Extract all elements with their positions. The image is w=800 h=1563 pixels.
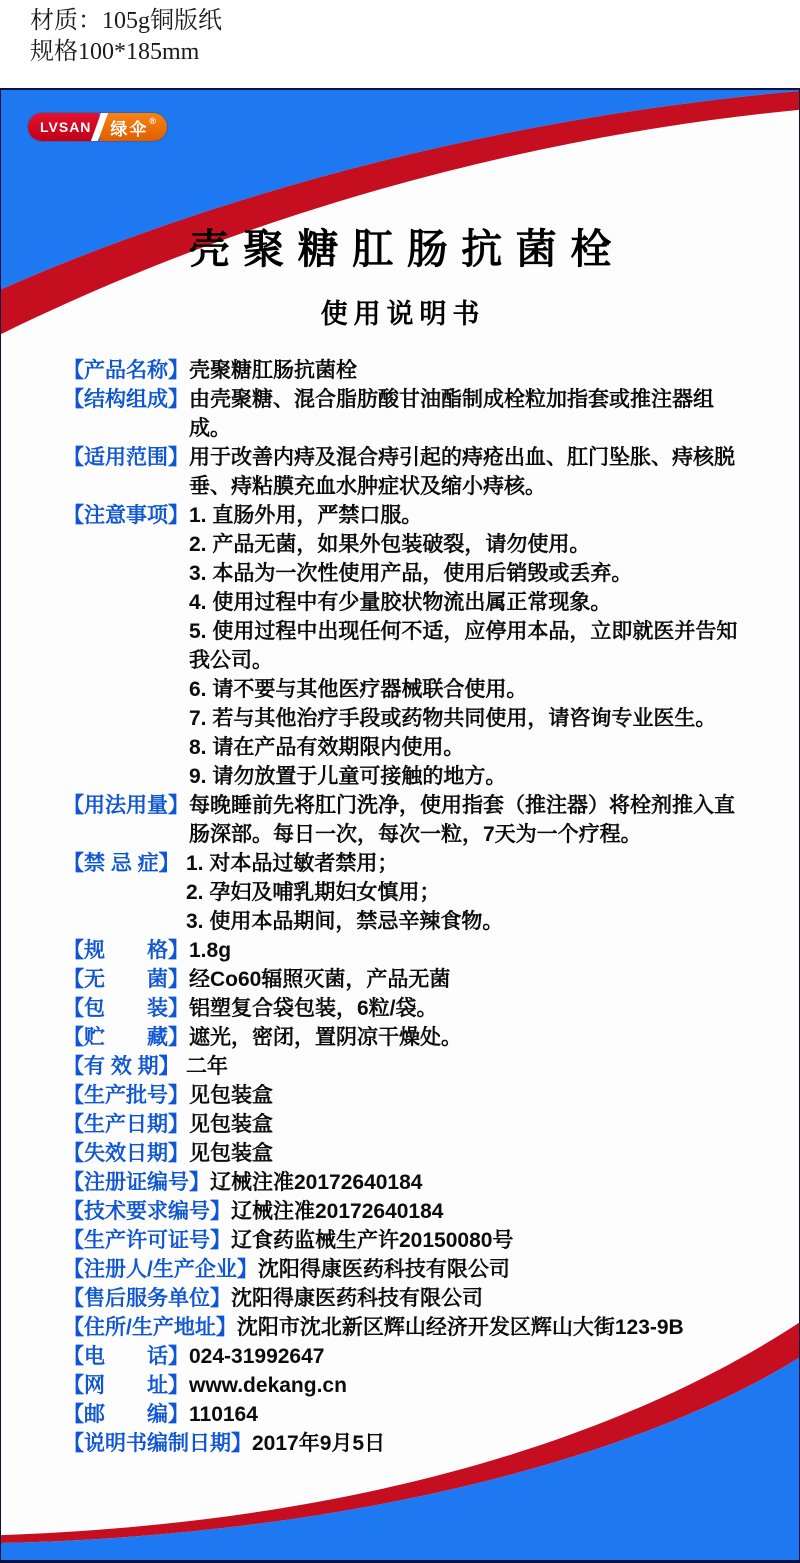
field-line: 2017年9月5日	[252, 1432, 386, 1455]
field-label: 【禁 忌 症】	[63, 852, 180, 875]
field-label: 【电 话】	[63, 1345, 189, 1368]
field-value	[189, 791, 761, 849]
field-value	[189, 936, 761, 965]
field-line: 壳聚糖肛肠抗菌栓	[189, 359, 357, 382]
field-label: 【结构组成】	[63, 388, 189, 411]
field-line: 2. 孕妇及哺乳期妇女慎用；	[186, 881, 441, 904]
field-line: 见包装盒	[189, 1142, 273, 1165]
field-row	[63, 1313, 761, 1342]
field-value	[210, 1168, 761, 1197]
field-line: 1. 直肠外用，严禁口服。	[189, 504, 423, 527]
field-line: 024-31992647	[189, 1345, 325, 1368]
field-label: 【产品名称】	[63, 359, 189, 382]
field-label: 【网 址】	[63, 1374, 189, 1397]
field-line: 经Co60辐照灭菌，产品无菌	[189, 968, 451, 991]
logo-chinese-label: 绿伞	[110, 119, 149, 139]
field-row	[63, 1255, 761, 1284]
field-line: 9. 请勿放置于儿童可接触的地方。	[189, 765, 507, 788]
field-value	[231, 1197, 761, 1226]
field-row	[63, 936, 761, 965]
field-label: 【生产批号】	[63, 1084, 189, 1107]
field-line: 沈阳得康医药科技有限公司	[257, 1258, 510, 1281]
field-label: 【适用范围】	[63, 446, 189, 469]
field-line: 遮光，密闭，置阴凉干燥处。	[189, 1026, 462, 1049]
field-label: 【说明书编制日期】	[63, 1432, 252, 1455]
fields-list	[63, 356, 761, 1458]
field-label: 【注册证编号】	[63, 1171, 210, 1194]
field-label: 【包 装】	[63, 997, 189, 1020]
field-row	[63, 1139, 761, 1168]
field-row	[63, 1226, 761, 1255]
field-line: 沈阳得康医药科技有限公司	[231, 1287, 483, 1310]
field-value	[189, 1342, 761, 1371]
field-line: 1. 对本品过敏者禁用；	[186, 852, 399, 875]
field-value	[189, 385, 761, 443]
field-row	[63, 385, 761, 443]
field-label: 【注册人/生产企业】	[63, 1258, 258, 1281]
logo-latin-text: LVSAN	[28, 113, 99, 141]
field-line: 垂、痔粘膜充血水肿症状及缩小痔核。	[189, 475, 546, 498]
field-label: 【注意事项】	[63, 504, 189, 527]
field-value	[258, 1255, 761, 1284]
field-line: 见包装盒	[189, 1113, 273, 1136]
field-line: 沈阳市沈北新区辉山经济开发区辉山大街123-9B	[236, 1316, 684, 1339]
field-line: 二年	[186, 1055, 228, 1078]
field-line: 2. 产品无菌，如果外包装破裂，请勿使用。	[189, 533, 591, 556]
print-spec-header	[0, 0, 800, 88]
field-value	[237, 1313, 761, 1342]
field-value	[189, 1371, 761, 1400]
field-label: 【生产许可证号】	[63, 1229, 231, 1252]
field-row	[63, 1284, 761, 1313]
doc-subtitle: 使用说明书	[320, 299, 486, 329]
field-value	[189, 1400, 761, 1429]
field-row	[63, 791, 761, 849]
field-row	[63, 1110, 761, 1139]
field-value	[189, 501, 761, 791]
field-line: 辽食药监械生产许20150080号	[231, 1229, 514, 1252]
print-spec-material: 材质：105g铜版纸	[30, 8, 222, 34]
field-row	[63, 1197, 761, 1226]
field-label: 【贮 藏】	[63, 1026, 189, 1049]
field-value	[189, 1081, 761, 1110]
field-line: 5. 使用过程中出现任何不适，应停用本品，立即就医并告知	[189, 620, 738, 643]
field-line: 肠深部。每日一次，每次一粒，7天为一个疗程。	[189, 823, 642, 846]
field-label: 【住所/生产地址】	[63, 1316, 237, 1339]
field-value	[189, 443, 761, 501]
product-leaflet-card	[0, 88, 800, 1563]
field-row	[63, 1400, 761, 1429]
field-line: 用于改善内痔及混合痔引起的痔疮出血、肛门坠胀、痔核脱	[189, 446, 735, 469]
field-value	[189, 356, 761, 385]
field-line: 1.8g	[189, 939, 232, 962]
field-line: 成。	[189, 417, 231, 440]
field-line: 8. 请在产品有效期限内使用。	[189, 736, 465, 759]
field-row	[63, 1371, 761, 1400]
field-row	[63, 1168, 761, 1197]
field-line: www.dekang.cn	[189, 1374, 347, 1397]
field-value	[189, 1110, 761, 1139]
field-row	[63, 501, 761, 791]
field-label: 【无 菌】	[63, 968, 189, 991]
field-value	[189, 965, 761, 994]
field-value	[186, 1052, 761, 1081]
field-label: 【有 效 期】	[63, 1055, 180, 1078]
field-line: 由壳聚糖、混合脂肪酸甘油酯制成栓粒加指套或推注器组	[189, 388, 714, 411]
field-row	[63, 1023, 761, 1052]
brand-logo	[28, 113, 167, 141]
registered-trademark-icon: ®	[149, 116, 157, 126]
field-value	[252, 1429, 761, 1458]
field-row	[63, 443, 761, 501]
field-label: 【用法用量】	[63, 794, 189, 817]
field-label: 【技术要求编号】	[63, 1200, 231, 1223]
field-label: 【规 格】	[63, 939, 189, 962]
product-title: 壳聚糖肛肠抗菌栓	[188, 226, 625, 272]
card-content	[1, 90, 799, 1560]
field-line: 110164	[189, 1403, 258, 1426]
field-line: 辽械注准20172640184	[210, 1171, 423, 1194]
field-row	[63, 1342, 761, 1371]
field-row	[63, 1429, 761, 1458]
field-label: 【失效日期】	[63, 1142, 189, 1165]
logo-chinese-text	[100, 113, 167, 141]
field-line: 4. 使用过程中有少量胶状物流出属正常现象。	[189, 591, 612, 614]
field-row	[63, 965, 761, 994]
field-row	[63, 1081, 761, 1110]
field-line: 辽械注准20172640184	[231, 1200, 444, 1223]
field-value	[231, 1226, 761, 1255]
field-label: 【售后服务单位】	[63, 1287, 231, 1310]
field-line: 6. 请不要与其他医疗器械联合使用。	[189, 678, 528, 701]
field-row	[63, 356, 761, 385]
field-row	[63, 994, 761, 1023]
field-value	[186, 849, 761, 936]
field-value	[189, 1023, 761, 1052]
field-line: 3. 使用本品期间，禁忌辛辣食物。	[186, 910, 504, 933]
field-line: 每晚睡前先将肛门洗净，使用指套（推注器）将栓剂推入直	[189, 794, 735, 817]
field-value	[189, 994, 761, 1023]
print-spec-size: 规格100*185mm	[30, 39, 200, 65]
field-value	[231, 1284, 761, 1313]
field-label: 【邮 编】	[63, 1403, 189, 1426]
field-line: 3. 本品为一次性使用产品，使用后销毁或丢弃。	[189, 562, 633, 585]
field-row	[63, 1052, 761, 1081]
field-value	[189, 1139, 761, 1168]
field-line: 铝塑复合袋包装，6粒/袋。	[189, 997, 438, 1020]
field-line: 我公司。	[189, 649, 273, 672]
field-line: 7. 若与其他治疗手段或药物共同使用，请咨询专业医生。	[189, 707, 717, 730]
field-line: 见包装盒	[189, 1084, 273, 1107]
field-label: 【生产日期】	[63, 1113, 189, 1136]
field-row	[63, 849, 761, 936]
